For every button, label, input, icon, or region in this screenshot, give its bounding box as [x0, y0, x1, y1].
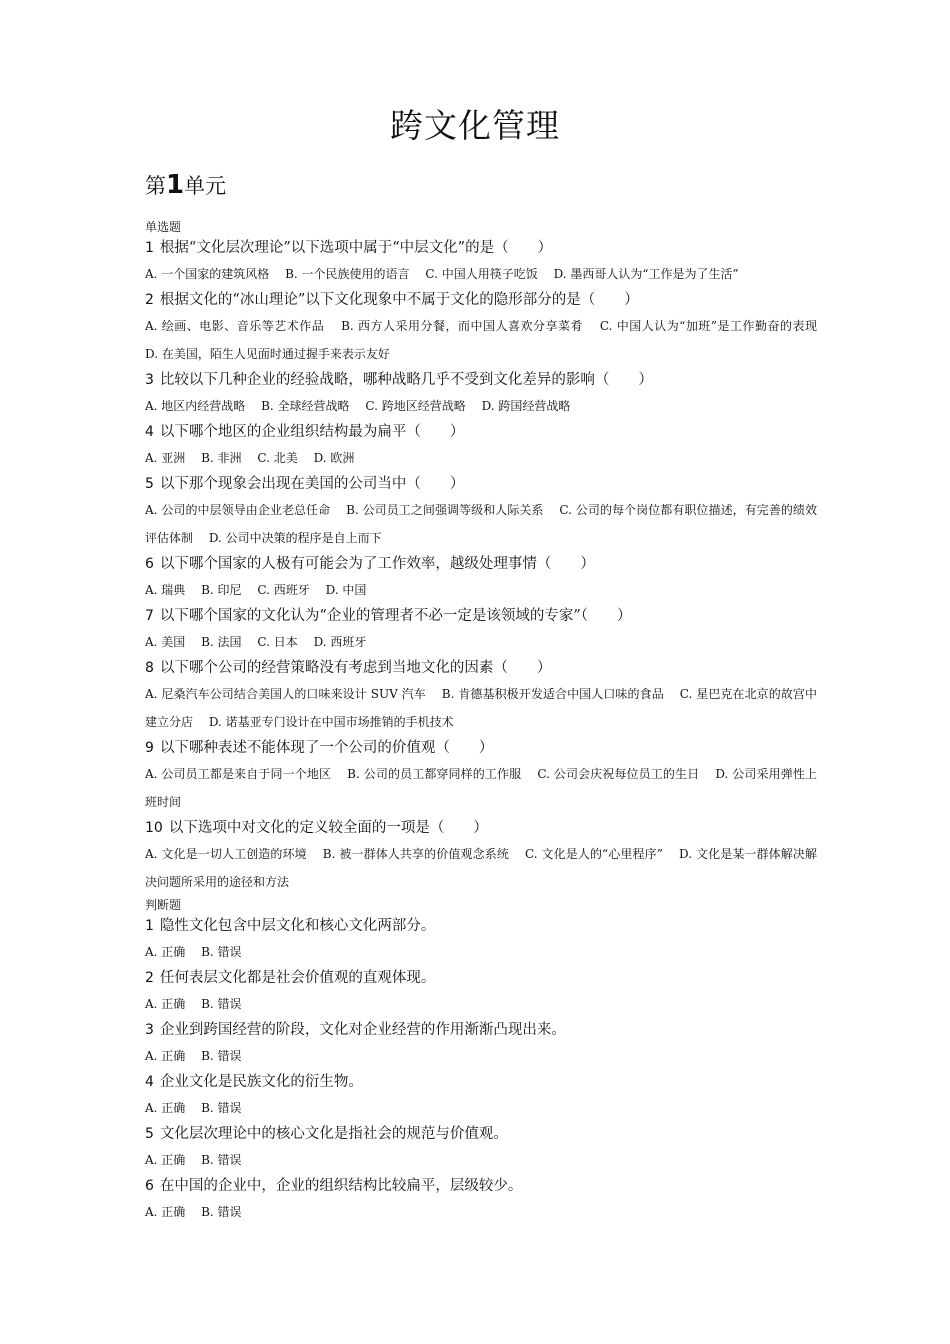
question-options: A. 美国 B. 法国 C. 日本 D. 西班牙 — [145, 635, 367, 649]
question-number: 3 — [145, 372, 154, 388]
question-item — [145, 1070, 817, 1122]
question-text: 根据文化的“冰山理论”以下文化现象中不属于文化的隐形部分的是（ ） — [159, 292, 639, 308]
question-number: 8 — [145, 660, 154, 676]
question-item — [145, 472, 817, 552]
question-text: 企业到跨国经营的阶段，文化对企业经营的作用渐渐凸现出来。 — [159, 1022, 566, 1038]
question-options: A. 正确 B. 错误 — [145, 997, 242, 1011]
question-text: 以下哪个国家的人极有可能会为了工作效率，越级处理事情（ ） — [159, 556, 595, 572]
question-text: 企业文化是民族文化的衍生物。 — [159, 1074, 363, 1090]
question-number: 2 — [145, 292, 154, 308]
question-item — [145, 656, 817, 736]
question-options: A. 公司的中层领导由企业老总任命 B. 公司员工之间强调等级和人际关系 C. 公司的每个岗位都有职位描述，有完善的绩效评估体制 D. 公司中决策的程序是自上而下 — [145, 503, 817, 545]
question-text: 以下哪个地区的企业组织结构最为扁平（ ） — [159, 424, 465, 440]
question-options: A. 一个国家的建筑风格 B. 一个民族使用的语言 C. 中国人用筷子吃饭 D. 墨西哥人认为“工作是为了生活” — [145, 267, 739, 281]
question-number: 3 — [145, 1022, 154, 1038]
question-number: 2 — [145, 970, 154, 986]
question-item — [145, 1122, 817, 1174]
question-item — [145, 1018, 817, 1070]
question-number: 9 — [145, 740, 154, 756]
question-number: 5 — [145, 1126, 154, 1142]
question-number: 5 — [145, 476, 154, 492]
unit-prefix: 第 — [145, 174, 166, 198]
unit-suffix: 单元 — [184, 174, 227, 198]
question-options: A. 正确 B. 错误 — [145, 945, 242, 959]
section-label-single-choice: 单选题 — [145, 220, 182, 234]
question-text: 在中国的企业中，企业的组织结构比较扁平，层级较少。 — [159, 1178, 523, 1194]
unit-number: 1 — [166, 170, 185, 200]
question-number: 6 — [145, 1178, 154, 1194]
question-text: 任何表层文化都是社会价值观的直观体现。 — [159, 970, 436, 986]
question-number: 7 — [145, 608, 154, 624]
question-item — [145, 1174, 817, 1226]
question-options: A. 文化是一切人工创造的环境 B. 被一群体人共享的价值观念系统 C. 文化是人的“心里程序” D. 文化是某一群体解决解决问题所采用的途径和方法 — [145, 847, 817, 889]
question-text: 隐性文化包含中层文化和核心文化两部分。 — [159, 918, 436, 934]
question-text: 根据“文化层次理论”以下选项中属于“中层文化”的是（ ） — [159, 240, 553, 256]
question-item — [145, 288, 833, 368]
question-options: A. 正确 B. 错误 — [145, 1101, 242, 1115]
question-options: A. 瑞典 B. 印尼 C. 西班牙 D. 中国 — [145, 583, 367, 597]
question-item — [145, 604, 817, 656]
question-text: 文化层次理论中的核心文化是指社会的规范与价值观。 — [159, 1126, 508, 1142]
unit-heading — [145, 170, 226, 200]
question-list — [145, 218, 833, 1226]
question-options: A. 正确 B. 错误 — [145, 1153, 242, 1167]
question-options: A. 公司员工都是来自于同一个地区 B. 公司的员工都穿同样的工作服 C. 公司会庆祝每位员工的生日 D. 公司采用弹性上班时间 — [145, 767, 817, 809]
question-number: 1 — [145, 918, 154, 934]
question-item — [145, 736, 817, 816]
question-item — [145, 368, 817, 420]
question-item — [145, 816, 817, 896]
question-number: 1 — [145, 240, 154, 256]
question-options: A. 尼桑汽车公司结合美国人的口味来设计 SUV 汽车 B. 肯德基积极开发适合中国人口味的食品 C. 星巴克在北京的故宫中建立分店 D. 诺基亚专门设计在中国市场推销的手机技术 — [145, 687, 817, 729]
question-text: 以下哪种表述不能体现了一个公司的价值观（ ） — [159, 740, 494, 756]
question-item — [145, 420, 817, 472]
question-item — [145, 914, 817, 966]
question-text: 以下选项中对文化的定义较全面的一项是（ ） — [168, 820, 488, 836]
question-item — [145, 236, 817, 288]
question-options: A. 正确 B. 错误 — [145, 1205, 242, 1219]
question-options: A. 绘画、电影、音乐等艺术作品 B. 西方人采用分餐，而中国人喜欢分享菜肴 C. 中国人认为“加班”是工作勤奋的表现 D. 在美国，陌生人见面时通过握手来表示友好 — [145, 319, 833, 361]
question-options: A. 地区内经营战略 B. 全球经营战略 C. 跨地区经营战略 D. 跨国经营战略 — [145, 399, 571, 413]
question-text: 比较以下几种企业的经验战略，哪种战略几乎不受到文化差异的影响（ ） — [159, 372, 653, 388]
question-number: 4 — [145, 424, 154, 440]
question-options: A. 正确 B. 错误 — [145, 1049, 242, 1063]
document-title: 跨文化管理 — [390, 106, 560, 145]
question-options: A. 亚洲 B. 非洲 C. 北美 D. 欧洲 — [145, 451, 355, 465]
question-item — [145, 552, 817, 604]
question-text: 以下那个现象会出现在美国的公司当中（ ） — [159, 476, 465, 492]
question-number: 6 — [145, 556, 154, 572]
question-number: 10 — [145, 820, 163, 836]
question-item — [145, 966, 817, 1018]
section-label-true-false: 判断题 — [145, 898, 182, 912]
question-text: 以下哪个公司的经营策略没有考虑到当地文化的因素（ ） — [159, 660, 552, 676]
question-number: 4 — [145, 1074, 154, 1090]
question-text: 以下哪个国家的文化认为“企业的管理者不必一定是该领域的专家”（ ） — [159, 608, 632, 624]
